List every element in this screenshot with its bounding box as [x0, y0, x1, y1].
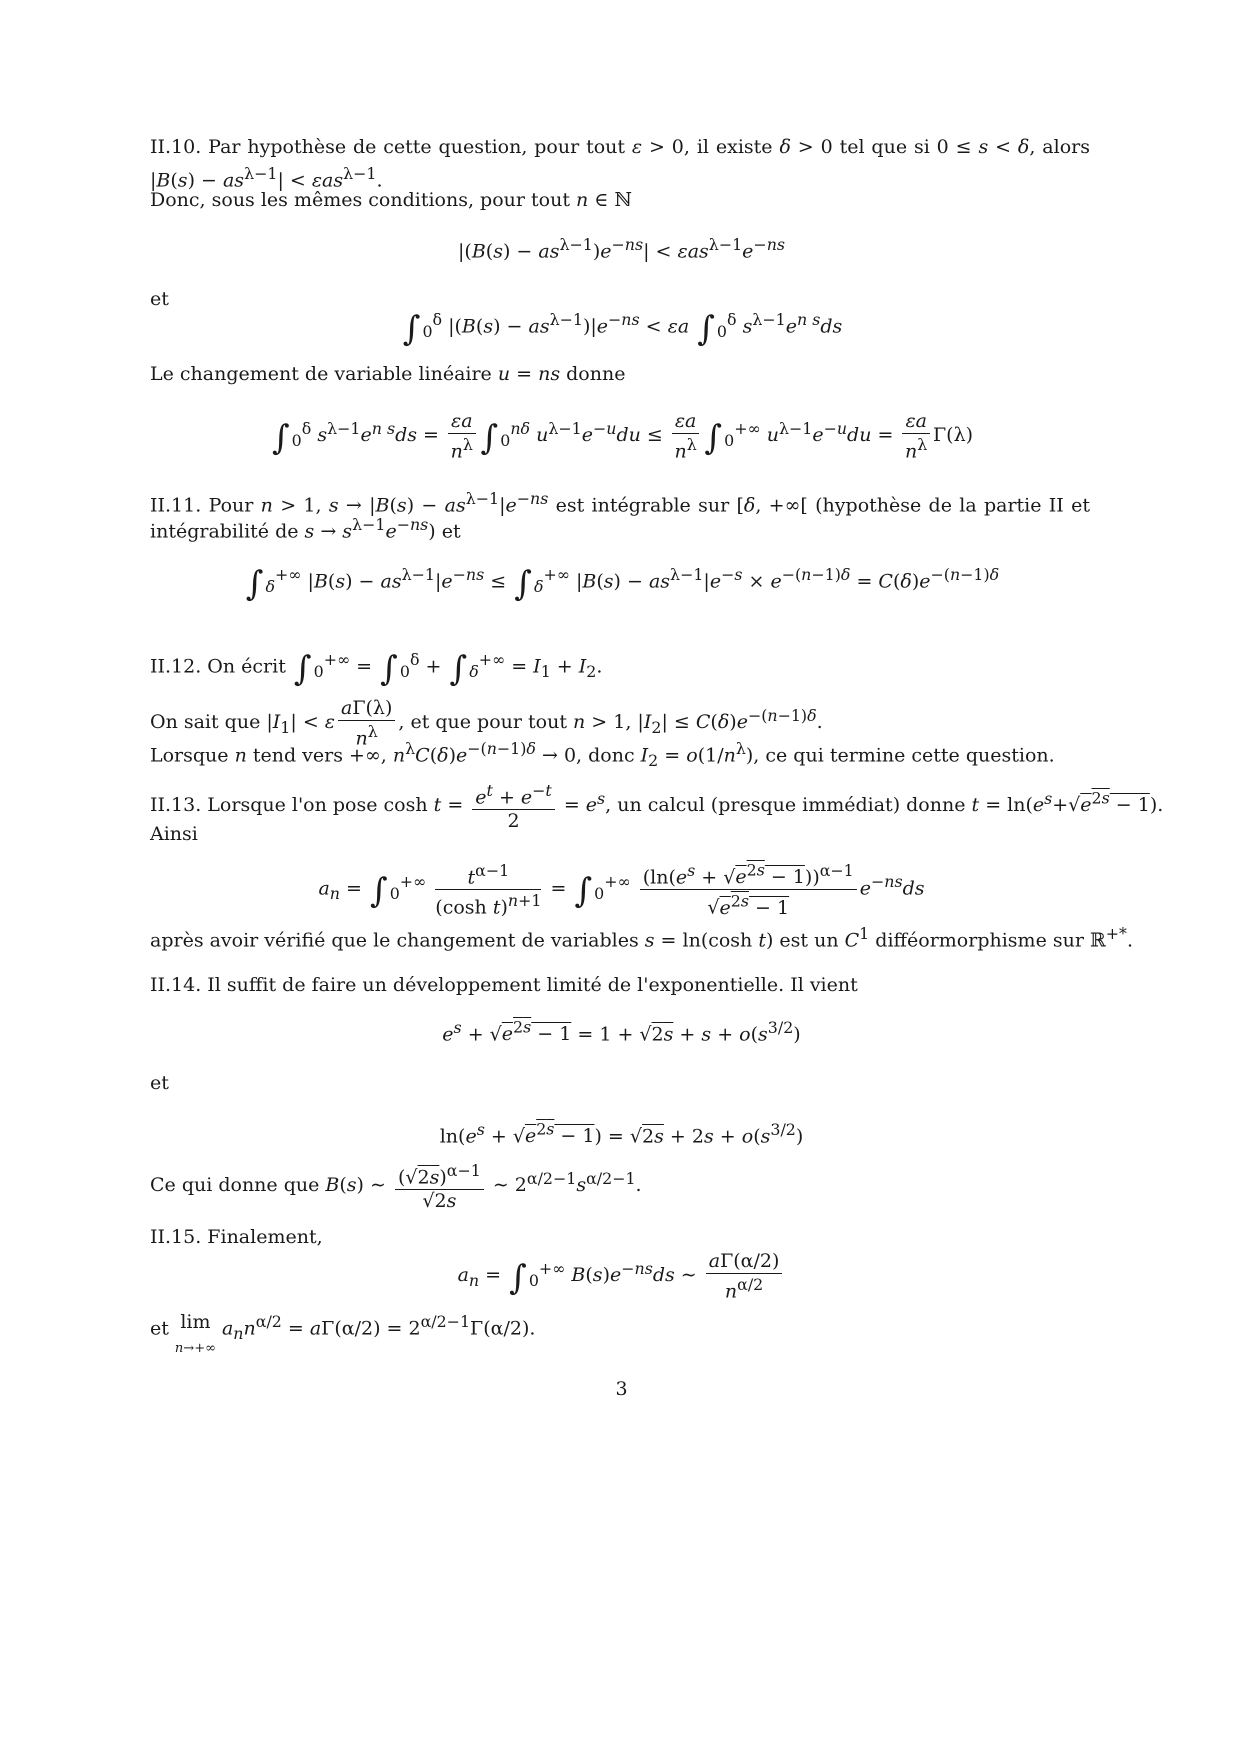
para-II11-line2: intégrabilité de $s \to s^{\lambda-1}e^{-ns}$) et — [150, 515, 461, 543]
equation-2: ∫ $_0^\delta$ $|(B(s) - as^{\lambda-1})|e^{-ns} < \varepsilon a$ ∫ $_0^\delta$ $s^{\lambda-1}e^{n s}ds$ — [402, 309, 843, 350]
para-II10-line2: $|B(s) - as^{\lambda-1}| < \varepsilon as^{\lambda-1}$. — [150, 164, 383, 192]
text-et-1: et — [150, 288, 169, 310]
para-II12-line3: Lorsque n tend vers +∞, $n^\lambda C(\delta)e^{-(n-1)\delta} \to 0$, donc $I_2 = o(1/n^\lambda)$, ce qui termine cette question. — [150, 739, 1055, 771]
para-II12-line1: II.12. On écrit ∫ $_0$+∞ = ∫ $_0^\delta$ + ∫ $_\delta^{+\infty} = I_1 + I_2$. — [150, 649, 603, 690]
para-II10-line3: Donc, sous les mêmes conditions, pour tout n ∈ ℕ — [150, 189, 632, 211]
para-II15-line2: et lim n→+∞ $a_nn^{\alpha/2} = a\Gamma(\alpha/2) = 2^{\alpha/2-1}\Gamma(\alpha/2)$. — [150, 1311, 536, 1356]
para-II14-line2: Ce qui donne que B(s) ∼ $\frac{(√2s)^{\alpha-1}}{√2s}$ ∼ $2^{\alpha/2-1}s^{\alpha/2-1}$. — [150, 1161, 642, 1213]
text-ainsi: Ainsi — [150, 823, 198, 845]
equation-3: ∫ $_0^\delta$ $s^{\lambda-1}e^{n s}ds$ = $\frac{\varepsilon a}{n^\lambda}$ ∫ $_0^{n\delta}$ $u^{\lambda-1}e^{-u}du$ ≤ $\frac{\varepsilon a}{n^\lambda}$ ∫ $_0$+∞ $u^{\lambda-1}e^{-u}du$ = $\frac{\varepsilon a}{n^\lambda}$ Γ(λ) — [271, 410, 974, 463]
text-et-2: et — [150, 1072, 169, 1094]
para-II12-line2: On sait que $|I_1| < \varepsilon$ $\frac{a\Gamma(\lambda)}{n^\lambda}$ , et que pour tout n > 1, $|I_2| \le C(\delta)e^{-(n-1)\delta}$. — [150, 697, 823, 750]
para-II10-line1: II.10. Par hypothèse de cette question, pour tout ε > 0, il existe δ > 0 tel que si 0 ≤ s < δ, alors — [150, 136, 1090, 158]
equation-8: $a_n$ = ∫ $_0$+∞ $B(s)e^{-ns}ds$ ∼ $\frac{a\Gamma(\alpha/2)}{n^{\alpha/2}}$ — [0, 1250, 1243, 1302]
para-II14-line1: II.14. Il suffit de faire un développement limité de l'exponentielle. Il vient — [150, 974, 858, 996]
page-number: 3 — [615, 1378, 628, 1400]
para-II11-line1: II.11. Pour n > 1, $s \to |B(s) - as^{\lambda-1}|e^{-ns}$ est intégrable sur [δ, +∞[ (hypothèse de la partie II et — [150, 489, 1090, 517]
equation-6: $e^s + √e^{2s} - 1 = 1 + √2s + s + o(s^{3/2})$ — [442, 1018, 801, 1046]
equation-1: $|(B(s) - as^{\lambda-1})e^{-ns}| < \varepsilon as^{\lambda-1}e^{-ns}$ — [457, 235, 786, 263]
equation-5: $a_n$ = ∫ $_0$+∞ $\frac{t^{\alpha-1}}{(\cosh t)^{n+1}}$ = ∫ $_0$+∞ $\frac{(\ln(e^s + √e^{2s} - 1))^{\alpha-1}}{√e^{2s} - 1}$ $e^{-ns}ds$ — [318, 861, 925, 919]
equation-7: $\ln(e^s + √e^{2s} - 1) = √2s + 2s + o(s^{3/2})$ — [439, 1120, 804, 1148]
para-II13-line3: après avoir vérifié que le changement de variables s = ln(cosh t) est un $C^1$ difféormorphisme sur ℝ+*. — [150, 924, 1133, 952]
para-II15-line1: II.15. Finalement, — [150, 1226, 323, 1248]
equation-4: ∫ $_\delta$+∞ $|B(s) - as^{\lambda-1}|e^{-ns}$ ≤ ∫ $_\delta$+∞ $|B(s) - as^{\lambda-1}|e^{-s} \times e^{-(n-1)\delta} = C(\delta)e^{-(n-1)\delta}$ — [245, 564, 1000, 605]
para-II10-line4: Le changement de variable linéaire u = ns donne — [150, 363, 626, 385]
para-II13-line1: II.13. Lorsque l'on pose cosh t = $\frac{e^t + e^{-t}}{2}$ = $e^s$, un calcul (presque immédiat) donne $t = \ln(e^s+√e^{2s} - 1)$. — [150, 781, 1164, 833]
